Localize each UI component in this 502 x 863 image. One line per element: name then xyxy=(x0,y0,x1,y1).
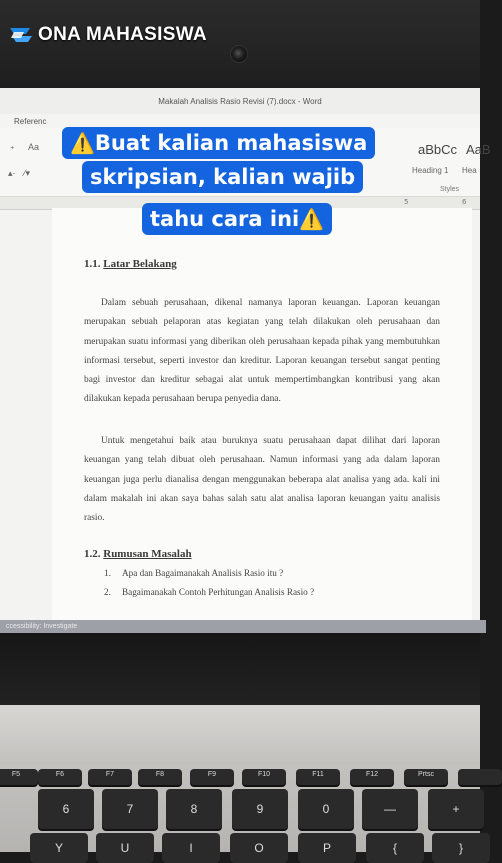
font-size-icon[interactable]: ⁺ xyxy=(10,144,15,154)
caption-line-1 xyxy=(62,127,375,159)
key-label: 8 xyxy=(190,802,198,816)
caption-text: skripsian, kalian wajib xyxy=(90,165,356,189)
paragraph-2: Untuk mengetahui baik atau buruknya suatu perusahaan dapat dilihat dari laporan keuangan yang telah dibuat oleh perusahaan. Namun informasi yang ada dalam laporan keuangan juga perlu dianalisa dengan menggunakan beberapa alat analisa yang ada. kali ini dalam makalah ini akan saya bahas salah satu alat analisa laporan keuangan yaitu analisis rasio. xyxy=(84,436,440,524)
caption-text: tahu cara ini xyxy=(150,207,300,231)
style-heading1-preview[interactable]: aBbCc xyxy=(418,142,458,157)
webcam xyxy=(230,45,248,63)
list-number: 1. xyxy=(104,568,111,578)
number-key[interactable] xyxy=(298,789,354,829)
key-label: { xyxy=(392,841,397,855)
number-key[interactable] xyxy=(362,789,418,829)
number-key[interactable] xyxy=(428,789,484,829)
laptop-chin xyxy=(0,633,480,705)
key-label: 0 xyxy=(322,802,330,816)
font-color-icon[interactable]: ⁄▾ xyxy=(24,168,31,178)
function-key[interactable] xyxy=(458,769,502,785)
function-key[interactable] xyxy=(0,769,38,785)
letter-key[interactable] xyxy=(162,833,220,863)
function-key[interactable] xyxy=(88,769,132,785)
key-fn-label: F12 xyxy=(365,771,379,778)
function-key[interactable] xyxy=(350,769,394,785)
key-fn-label: F7 xyxy=(105,771,115,778)
style-heading1-name: Heading 1 xyxy=(412,166,449,175)
number-key[interactable] xyxy=(102,789,158,829)
key-label: 9 xyxy=(256,802,264,816)
status-accessibility[interactable]: ccessibility: Investigate xyxy=(6,623,78,630)
styles-group-label: Styles xyxy=(440,186,460,193)
letter-key[interactable] xyxy=(96,833,154,863)
question-list xyxy=(104,568,314,606)
style-heading2-name: Hea xyxy=(462,166,477,175)
number-key[interactable] xyxy=(232,789,288,829)
section-number: 1.1. xyxy=(84,258,101,270)
list-text: Bagaimanakah Contoh Perhitungan Analisis Rasio ? xyxy=(122,587,315,597)
section-number: 1.2. xyxy=(84,548,101,560)
warning-icon: ⚠️ xyxy=(299,207,325,231)
watermark-logo-icon xyxy=(8,24,34,46)
ruler-tick: 6 xyxy=(462,198,467,206)
word-title-bar xyxy=(0,88,480,114)
key-fn-label: Prtsc xyxy=(418,771,434,778)
caption-text: Buat kalian mahasiswa xyxy=(94,131,368,155)
function-key[interactable] xyxy=(404,769,448,785)
key-label: 7 xyxy=(126,802,134,816)
key-label: — xyxy=(384,802,396,816)
watermark xyxy=(8,22,207,48)
function-key[interactable] xyxy=(138,769,182,785)
key-label: + xyxy=(452,802,460,816)
key-label: O xyxy=(254,841,264,855)
status-bar xyxy=(0,620,486,633)
function-key[interactable] xyxy=(190,769,234,785)
paragraph-1: Dalam sebuah perusahaan, dikenal namanya laporan keuangan. Laporan keuangan merupakan sebuah pelaporan atas kegiatan yang telah dilakukan oleh perusahaan dan merupakan suatu informasi yang diberikan oleh perusahaan kepada pihak yang membutuhkan informasi tersebut, seperti investor dan kreditur. Laporan keuangan tersebut sangat penting bagi investor dan kreditur sebagai alat untuk mempertimbangkan kontribusi yang akan dilakukan kepada perusahaan berupa penyedia dana. xyxy=(84,298,440,405)
watermark-text: ONA MAHASISWA xyxy=(38,24,207,45)
caption-line-2 xyxy=(82,161,363,193)
letter-key[interactable] xyxy=(432,833,490,863)
key-label: Y xyxy=(54,841,63,855)
key-fn-label: F10 xyxy=(257,771,271,778)
highlight-icon[interactable]: ▴· xyxy=(8,168,16,178)
number-key[interactable] xyxy=(166,789,222,829)
function-key[interactable] xyxy=(242,769,286,785)
section-title: Rumusan Masalah xyxy=(103,548,192,560)
key-label: 6 xyxy=(62,802,70,816)
style-heading2-preview[interactable]: AaB xyxy=(466,142,491,157)
tab-references[interactable]: Referenc xyxy=(14,116,47,126)
key-label: I xyxy=(189,841,193,855)
key-fn-label: F5 xyxy=(11,771,21,778)
letter-key[interactable] xyxy=(30,833,88,863)
list-item xyxy=(104,587,314,606)
section-heading-2 xyxy=(84,548,192,560)
change-case-button[interactable]: Aa xyxy=(28,142,40,152)
list-text: Apa dan Bagaimanakah Analisis Rasio itu ? xyxy=(122,568,284,578)
letter-key[interactable] xyxy=(230,833,288,863)
ruler-tick: 5 xyxy=(404,198,409,206)
letter-key[interactable] xyxy=(298,833,356,863)
list-number: 2. xyxy=(104,587,111,597)
function-key[interactable] xyxy=(296,769,340,785)
letter-key[interactable] xyxy=(366,833,424,863)
key-label: P xyxy=(322,841,331,855)
section-heading-1 xyxy=(84,258,177,270)
key-fn-label: F11 xyxy=(312,771,324,778)
key-label: } xyxy=(458,841,463,855)
number-key[interactable] xyxy=(38,789,94,829)
warning-icon: ⚠️ xyxy=(70,131,95,155)
ribbon-tabs xyxy=(0,114,480,128)
laptop-hinge xyxy=(0,705,480,765)
key-label: U xyxy=(120,841,130,855)
window-title: Makalah Analisis Rasio Revisi (7).docx - Word xyxy=(158,96,322,106)
key-fn-label: F8 xyxy=(155,771,165,778)
key-fn-label: F9 xyxy=(207,771,217,778)
section-title: Latar Belakang xyxy=(103,258,177,270)
caption-line-3 xyxy=(142,203,332,235)
list-item xyxy=(104,568,314,587)
keyboard-deck xyxy=(0,705,480,855)
function-key[interactable] xyxy=(38,769,82,785)
key-fn-label: F6 xyxy=(55,771,65,778)
